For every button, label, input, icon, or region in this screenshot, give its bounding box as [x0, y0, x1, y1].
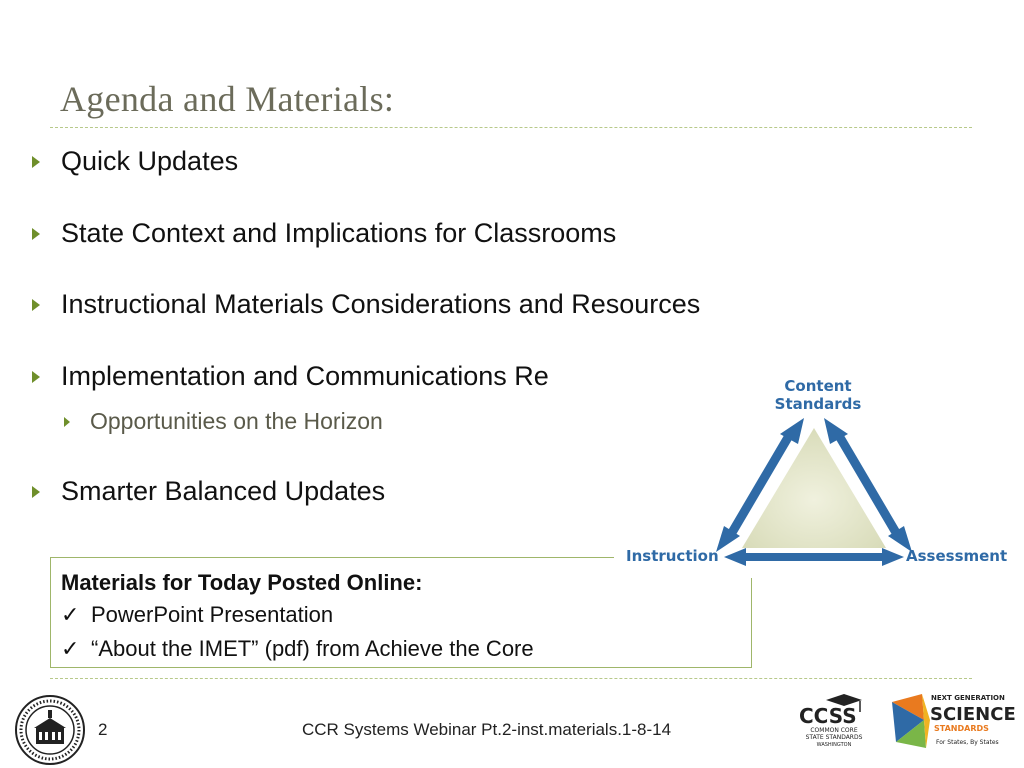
diagram-label-content: Content — [784, 377, 852, 395]
ccss-washington-logo — [796, 692, 872, 748]
bullet-arrow-icon — [32, 228, 40, 240]
title-divider — [50, 127, 972, 128]
agenda-item-smarter-balanced — [32, 476, 385, 507]
footer-text: CCR Systems Webinar Pt.2-inst.materials.1-8-14 — [302, 720, 672, 739]
check-icon: ✓ — [61, 636, 80, 662]
diagram-label-assessment: Assessment — [906, 547, 1008, 565]
diagram-label-standards: Standards — [774, 395, 862, 413]
ngss-logo-sub: STANDARDS — [934, 724, 989, 733]
bullet-arrow-icon — [32, 156, 40, 168]
ospi-seal-logo — [14, 694, 86, 766]
materials-item-label: “About the IMET” (pdf) from Achieve the Core — [91, 636, 534, 661]
agenda-item-label: State Context and Implications for Classrooms — [61, 218, 617, 248]
standards-triangle-diagram — [614, 368, 1018, 578]
agenda-item-implementation — [32, 361, 549, 392]
agenda-subitem-label: Opportunities on the Horizon — [90, 408, 383, 434]
bullet-arrow-icon — [32, 299, 40, 311]
materials-item — [61, 636, 534, 662]
agenda-subitem-horizon — [64, 408, 383, 435]
ccss-logo-line3: WASHINGTON — [816, 742, 852, 748]
triangle-shape — [742, 428, 886, 548]
materials-item — [61, 602, 333, 628]
ngss-logo-top: NEXT GENERATION — [931, 694, 1005, 702]
slide-title: Agenda and Materials: — [60, 79, 395, 119]
ngss-logo — [886, 690, 1016, 752]
agenda-item-instructional-materials — [32, 289, 700, 320]
ngss-logo-main: SCIENCE — [930, 704, 1016, 725]
agenda-item-label: Smarter Balanced Updates — [61, 476, 386, 506]
ccss-logo-title: CCSS — [799, 704, 857, 728]
slide-number: 2 — [98, 720, 108, 739]
ccss-logo-line2: STATE STANDARDS — [805, 734, 863, 741]
triangle-diagram-svg — [614, 368, 1018, 578]
ngss-logo-tagline: For States, By States — [936, 739, 999, 746]
sub-bullet-arrow-icon — [64, 417, 70, 427]
agenda-item-quick-updates — [32, 146, 238, 177]
arrow-bottom-edge-icon — [724, 548, 904, 566]
check-icon: ✓ — [61, 602, 80, 628]
agenda-item-label: Implementation and Communications Re — [61, 361, 549, 391]
agenda-item-label: Quick Updates — [61, 146, 239, 176]
bullet-arrow-icon — [32, 371, 40, 383]
agenda-item-label: Instructional Materials Considerations and Resources — [61, 289, 701, 319]
agenda-item-state-context — [32, 218, 616, 249]
footer-divider — [50, 678, 972, 679]
ccss-logo-line1: COMMON CORE — [810, 727, 858, 734]
diagram-label-instruction: Instruction — [626, 547, 719, 565]
bullet-arrow-icon — [32, 486, 40, 498]
materials-item-label: PowerPoint Presentation — [91, 602, 334, 627]
materials-heading: Materials for Today Posted Online: — [61, 570, 423, 595]
